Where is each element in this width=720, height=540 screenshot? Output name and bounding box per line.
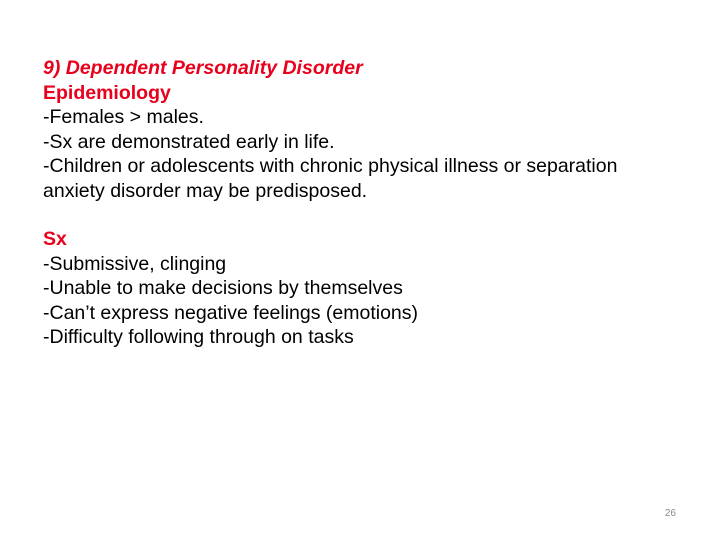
- epidemiology-item: -Females > males.: [43, 106, 204, 128]
- section-spacer: [43, 203, 683, 227]
- epidemiology-item: -Sx are demonstrated early in life.: [43, 130, 335, 153]
- slide-content: [43, 56, 683, 350]
- symptom-item: -Submissive, clinging: [43, 252, 227, 275]
- epidemiology-heading: Epidemiology: [43, 81, 171, 104]
- slide-title: 9) Dependent Personality Disorder: [43, 57, 363, 79]
- symptom-item: -Difficulty following through on tasks: [43, 326, 354, 348]
- symptom-item: -Can’t express negative feelings (emotions): [43, 301, 419, 324]
- page-number: 26: [664, 508, 676, 519]
- symptom-item: -Unable to make decisions by themselves: [43, 277, 403, 299]
- symptoms-heading: Sx: [43, 228, 67, 250]
- epidemiology-item: -Children or adolescents with chronic physical illness or separation anxiety disorder may be predisposed.: [43, 155, 623, 202]
